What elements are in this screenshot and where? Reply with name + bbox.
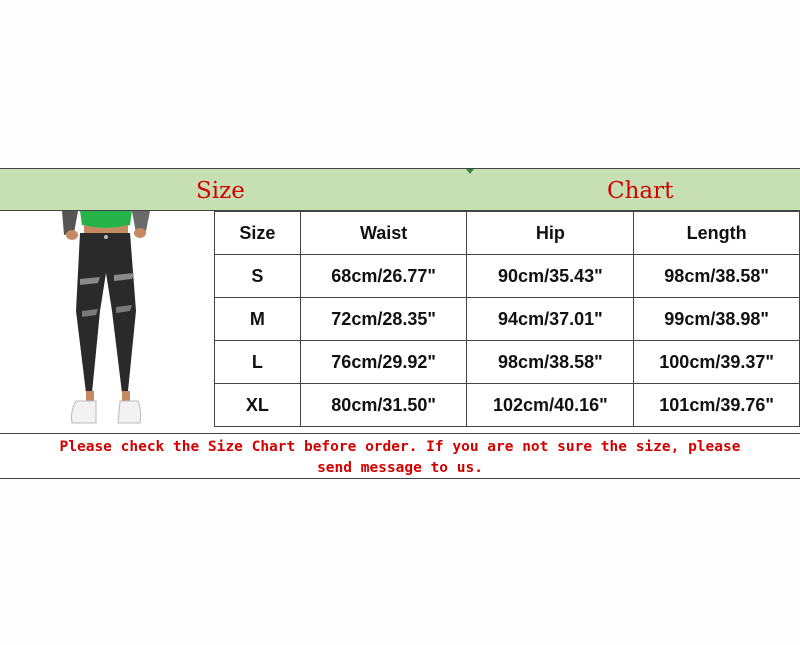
cell-hip: 102cm/40.16" [467, 384, 634, 427]
header-size: Size [215, 212, 301, 255]
cell-waist: 72cm/28.35" [300, 298, 467, 341]
cell-length: 100cm/39.37" [634, 341, 800, 384]
table-row [215, 298, 800, 341]
table-row [215, 255, 800, 298]
size-chart [0, 168, 800, 479]
cell-size: L [215, 341, 301, 384]
header-hip: Hip [467, 212, 634, 255]
header-waist: Waist [300, 212, 467, 255]
header-length: Length [634, 212, 800, 255]
cell-hip: 98cm/38.58" [467, 341, 634, 384]
table-row [215, 341, 800, 384]
size-note [0, 433, 800, 479]
cell-waist: 76cm/29.92" [300, 341, 467, 384]
note-line-1: Please check the Size Chart before order. If you are not sure the size, please [59, 439, 741, 455]
cell-hip: 90cm/35.43" [467, 255, 634, 298]
title-band [0, 168, 800, 211]
table-header-row [215, 212, 800, 255]
size-table [214, 211, 800, 427]
note-line-2: send message to us. [317, 460, 483, 476]
cell-waist: 80cm/31.50" [300, 384, 467, 427]
cell-size: S [215, 255, 301, 298]
cell-length: 98cm/38.58" [634, 255, 800, 298]
jeans-model-icon [0, 211, 214, 433]
cell-size: XL [215, 384, 301, 427]
table-row [215, 384, 800, 427]
corner-mark [466, 169, 474, 174]
cell-length: 99cm/38.98" [634, 298, 800, 341]
cell-length: 101cm/39.76" [634, 384, 800, 427]
cell-hip: 94cm/37.01" [467, 298, 634, 341]
cell-waist: 68cm/26.77" [300, 255, 467, 298]
title-size: Size [196, 178, 245, 204]
title-chart: Chart [607, 178, 674, 204]
product-photo [0, 211, 214, 433]
cell-size: M [215, 298, 301, 341]
